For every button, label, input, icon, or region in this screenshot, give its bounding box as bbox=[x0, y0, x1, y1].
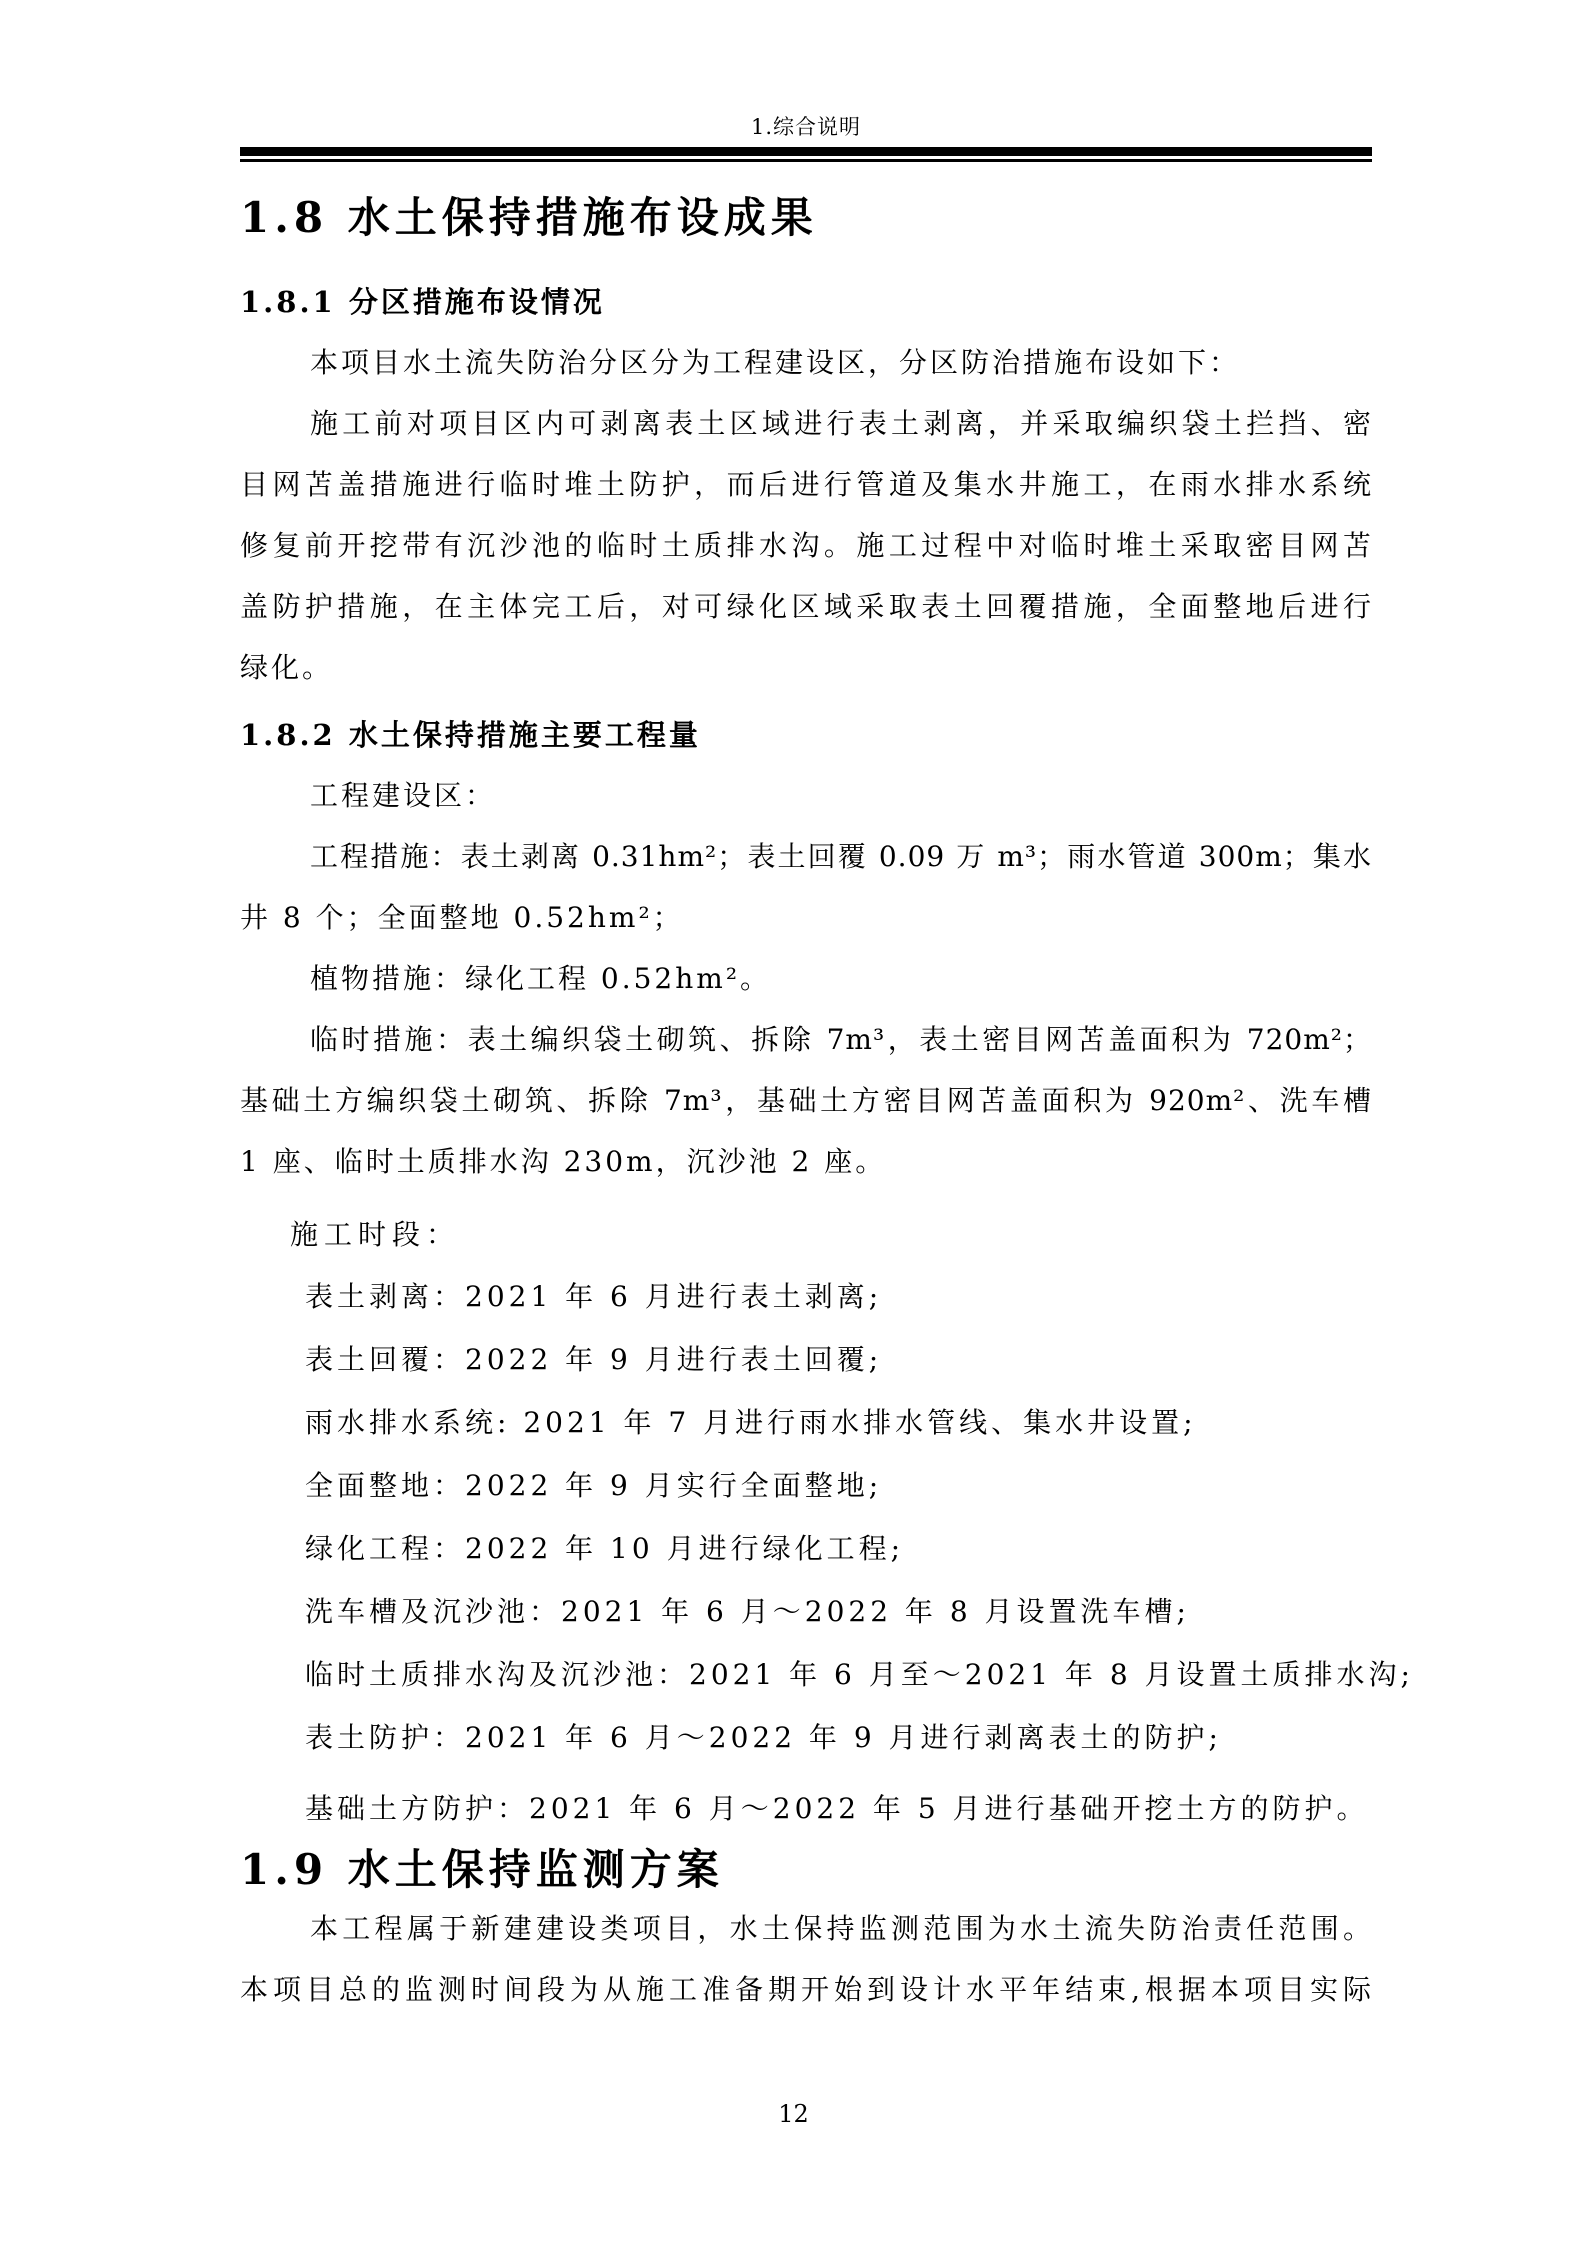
text-line: 盖防护措施，在主体完工后，对可绿化区域采取表土回覆措施，全面整地后进行 bbox=[240, 590, 1372, 623]
text-line: 绿化。 bbox=[240, 651, 334, 684]
schedule-item-last: 基础土方防护：2021 年 6 月～2022 年 5 月进行基础开挖土方的防护。 bbox=[305, 1792, 1369, 1825]
text-line: 修复前开挖带有沉沙池的临时土质排水沟。施工过程中对临时堆土采取密目网苫 bbox=[240, 529, 1372, 562]
text-line: 井 8 个；全面整地 0.52hm²； bbox=[240, 901, 684, 934]
text-line: 1 座、临时土质排水沟 230m，沉沙池 2 座。 bbox=[240, 1145, 887, 1178]
heading-1-9: 1.9 水土保持监测方案 bbox=[240, 1845, 724, 1894]
text-line: 植物措施：绿化工程 0.52hm²。 bbox=[310, 962, 772, 995]
text-line: 本项目总的监测时间段为从施工准备期开始到设计水平年结束,根据本项目实际 bbox=[240, 1973, 1372, 2006]
schedule-item: 雨水排水系统: 2021 年 7 月进行雨水排水管线、集水井设置; bbox=[305, 1406, 1197, 1439]
paragraph-zoning-measures bbox=[240, 393, 1372, 698]
paragraph-monitoring bbox=[240, 1898, 1372, 2020]
schedule-item: 表土剥离：2021 年 6 月进行表土剥离; bbox=[305, 1280, 883, 1313]
schedule-item: 临时土质排水沟及沉沙池：2021 年 6 月至～2021 年 8 月设置土质排水沟; bbox=[305, 1658, 1414, 1691]
running-header: 1.综合说明 bbox=[750, 115, 862, 139]
schedule-item: 表土防护：2021 年 6 月～2022 年 9 月进行剥离表土的防护; bbox=[305, 1721, 1222, 1754]
header-rule-thick bbox=[240, 147, 1372, 156]
text-line: 目网苫盖措施进行临时堆土防护，而后进行管道及集水井施工，在雨水排水系统 bbox=[240, 468, 1372, 501]
schedule-item: 绿化工程：2022 年 10 月进行绿化工程; bbox=[305, 1532, 905, 1565]
heading-1-8-1: 1.8.1 分区措施布设情况 bbox=[240, 285, 605, 319]
text-line: 本项目水土流失防治分区分为工程建设区，分区防治措施布设如下： bbox=[310, 346, 1241, 379]
heading-1-8: 1.8 水土保持措施布设成果 bbox=[240, 193, 818, 242]
schedule-item: 洗车槽及沉沙池：2021 年 6 月～2022 年 8 月设置洗车槽; bbox=[305, 1595, 1190, 1628]
text-line: 工程措施：表土剥离 0.31hm²；表土回覆 0.09 万 m³；雨水管道 300m；集水 bbox=[310, 840, 1372, 873]
text-line: 基础土方编织袋土砌筑、拆除 7m³，基础土方密目网苫盖面积为 920m²、洗车槽 bbox=[240, 1084, 1372, 1117]
text-line: 施工前对项目区内可剥离表土区域进行表土剥离，并采取编织袋土拦挡、密 bbox=[310, 407, 1372, 440]
page-number: 12 bbox=[778, 2100, 809, 2128]
paragraph-zoning-intro bbox=[240, 332, 1372, 393]
schedule-item: 全面整地：2022 年 9 月实行全面整地; bbox=[305, 1469, 883, 1502]
text-line: 本工程属于新建建设类项目，水土保持监测范围为水土流失防治责任范围。 bbox=[310, 1912, 1372, 1945]
schedule-title: 施工时段： bbox=[290, 1218, 461, 1251]
paragraph-quantities bbox=[240, 765, 1372, 1192]
text-line: 临时措施：表土编织袋土砌筑、拆除 7m³，表土密目网苫盖面积为 720m²； bbox=[310, 1023, 1372, 1056]
zone-label: 工程建设区： bbox=[310, 779, 497, 812]
header-rule-thin bbox=[240, 159, 1372, 162]
schedule-item: 表土回覆：2022 年 9 月进行表土回覆; bbox=[305, 1343, 883, 1376]
schedule-list bbox=[240, 1265, 1414, 1840]
heading-1-8-2: 1.8.2 水土保持措施主要工程量 bbox=[240, 718, 701, 752]
